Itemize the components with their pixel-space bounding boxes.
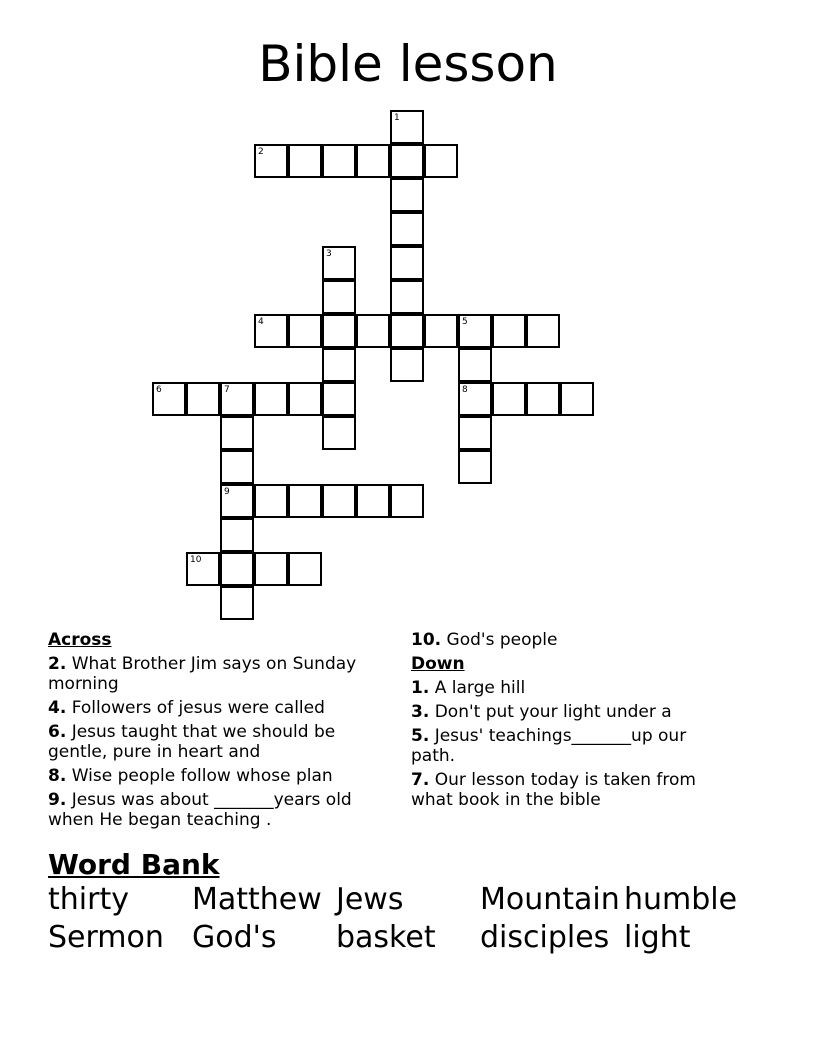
grid-cell[interactable] [186, 382, 220, 416]
grid-cell[interactable] [356, 144, 390, 178]
grid-cell[interactable] [254, 382, 288, 416]
clue-label: 9. [48, 790, 67, 810]
down-clue [411, 770, 731, 810]
grid-cell[interactable] [458, 382, 492, 416]
clue-label: 2. [48, 654, 67, 674]
clue-label: 8. [48, 766, 67, 786]
grid-cell[interactable] [220, 552, 254, 586]
clue-text: Jesus' teachings_______up our path. [411, 726, 687, 766]
word-bank-word: light [624, 920, 691, 955]
grid-cell[interactable] [152, 382, 186, 416]
grid-cell[interactable] [390, 110, 424, 144]
grid-cell[interactable] [390, 280, 424, 314]
grid-cell[interactable] [492, 382, 526, 416]
grid-cell[interactable] [560, 382, 594, 416]
grid-cell[interactable] [356, 314, 390, 348]
word-bank-word: Matthew [192, 882, 322, 917]
grid-cell[interactable] [288, 552, 322, 586]
grid-cell[interactable] [390, 314, 424, 348]
grid-cell[interactable] [220, 450, 254, 484]
word-bank-word: thirty [48, 882, 129, 917]
grid-cell[interactable] [390, 246, 424, 280]
clue-text: What Brother Jim says on Sunday morning [48, 654, 357, 694]
clue-text: Our lesson today is taken from what book in the bible [411, 770, 696, 810]
grid-cell[interactable] [322, 416, 356, 450]
grid-cell[interactable] [288, 382, 322, 416]
grid-cell[interactable] [254, 484, 288, 518]
word-bank-word: Sermon [48, 920, 164, 955]
grid-cell[interactable] [390, 484, 424, 518]
down-clue [411, 702, 731, 722]
clue-label: 7. [411, 770, 430, 790]
grid-cell[interactable] [322, 280, 356, 314]
grid-cell[interactable] [254, 552, 288, 586]
grid-cell[interactable] [322, 246, 356, 280]
clue-label: 10. [411, 630, 442, 650]
grid-cell[interactable] [288, 484, 322, 518]
grid-cell[interactable] [356, 484, 390, 518]
clue-label: 1. [411, 678, 430, 698]
grid-cell[interactable] [390, 348, 424, 382]
across-heading: Across [48, 630, 112, 650]
clues-right-column [411, 630, 731, 814]
clue-number: 10 [190, 555, 202, 565]
grid-cell[interactable] [390, 212, 424, 246]
clue-text: Don't put your light under a [434, 702, 672, 722]
clue-number: 3 [326, 249, 332, 259]
grid-cell[interactable] [288, 314, 322, 348]
grid-cell[interactable] [254, 144, 288, 178]
clues-left-column [48, 630, 388, 834]
grid-cell[interactable] [220, 382, 254, 416]
grid-cell[interactable] [322, 348, 356, 382]
grid-cell[interactable] [526, 382, 560, 416]
grid-cell[interactable] [458, 416, 492, 450]
across-clue [48, 654, 388, 694]
grid-cell[interactable] [390, 178, 424, 212]
across-clue [48, 698, 388, 718]
grid-cell[interactable] [390, 144, 424, 178]
clue-text: Followers of jesus were called [71, 698, 325, 718]
across-clue [48, 766, 388, 786]
clue-number: 6 [156, 385, 162, 395]
clue-number: 7 [224, 385, 230, 395]
clue-number: 9 [224, 487, 230, 497]
down-clue [411, 726, 731, 766]
clue-number: 1 [394, 113, 400, 123]
clue-number: 5 [462, 317, 468, 327]
across-clue [48, 722, 388, 762]
down-heading: Down [411, 654, 465, 674]
grid-cell[interactable] [322, 144, 356, 178]
word-bank-word: Jews [336, 882, 404, 917]
grid-cell[interactable] [526, 314, 560, 348]
clue-label: 5. [411, 726, 430, 746]
grid-cell[interactable] [220, 586, 254, 620]
across-clue [48, 790, 388, 830]
word-bank-word: humble [624, 882, 738, 917]
clue-text: Jesus was about _______years old when He began teaching . [48, 790, 352, 830]
grid-cell[interactable] [424, 144, 458, 178]
clue-number: 4 [258, 317, 264, 327]
grid-cell[interactable] [186, 552, 220, 586]
grid-cell[interactable] [288, 144, 322, 178]
clue-text: Jesus taught that we should be gentle, pure in heart and [48, 722, 336, 762]
clue-number: 8 [462, 385, 468, 395]
grid-cell[interactable] [322, 484, 356, 518]
page-title: Bible lesson [258, 35, 558, 93]
grid-cell[interactable] [220, 518, 254, 552]
clue-text: Wise people follow whose plan [71, 766, 333, 786]
grid-cell[interactable] [458, 348, 492, 382]
clue-label: 4. [48, 698, 67, 718]
grid-cell[interactable] [458, 450, 492, 484]
clue-label: 6. [48, 722, 67, 742]
grid-cell[interactable] [322, 382, 356, 416]
across-clue [411, 630, 731, 650]
grid-cell[interactable] [424, 314, 458, 348]
grid-cell[interactable] [458, 314, 492, 348]
clue-text: A large hill [434, 678, 526, 698]
grid-cell[interactable] [492, 314, 526, 348]
grid-cell[interactable] [322, 314, 356, 348]
down-clue [411, 678, 731, 698]
word-bank-title: Word Bank [48, 848, 220, 881]
grid-cell[interactable] [220, 416, 254, 450]
word-bank-word: God's [192, 920, 277, 955]
clue-label: 3. [411, 702, 430, 722]
clue-text: God's people [446, 630, 558, 650]
grid-cell[interactable] [220, 484, 254, 518]
word-bank-word: disciples [480, 920, 610, 955]
word-bank-word: Mountain [480, 882, 620, 917]
clue-number: 2 [258, 147, 264, 157]
word-bank-word: basket [336, 920, 436, 955]
grid-cell[interactable] [254, 314, 288, 348]
